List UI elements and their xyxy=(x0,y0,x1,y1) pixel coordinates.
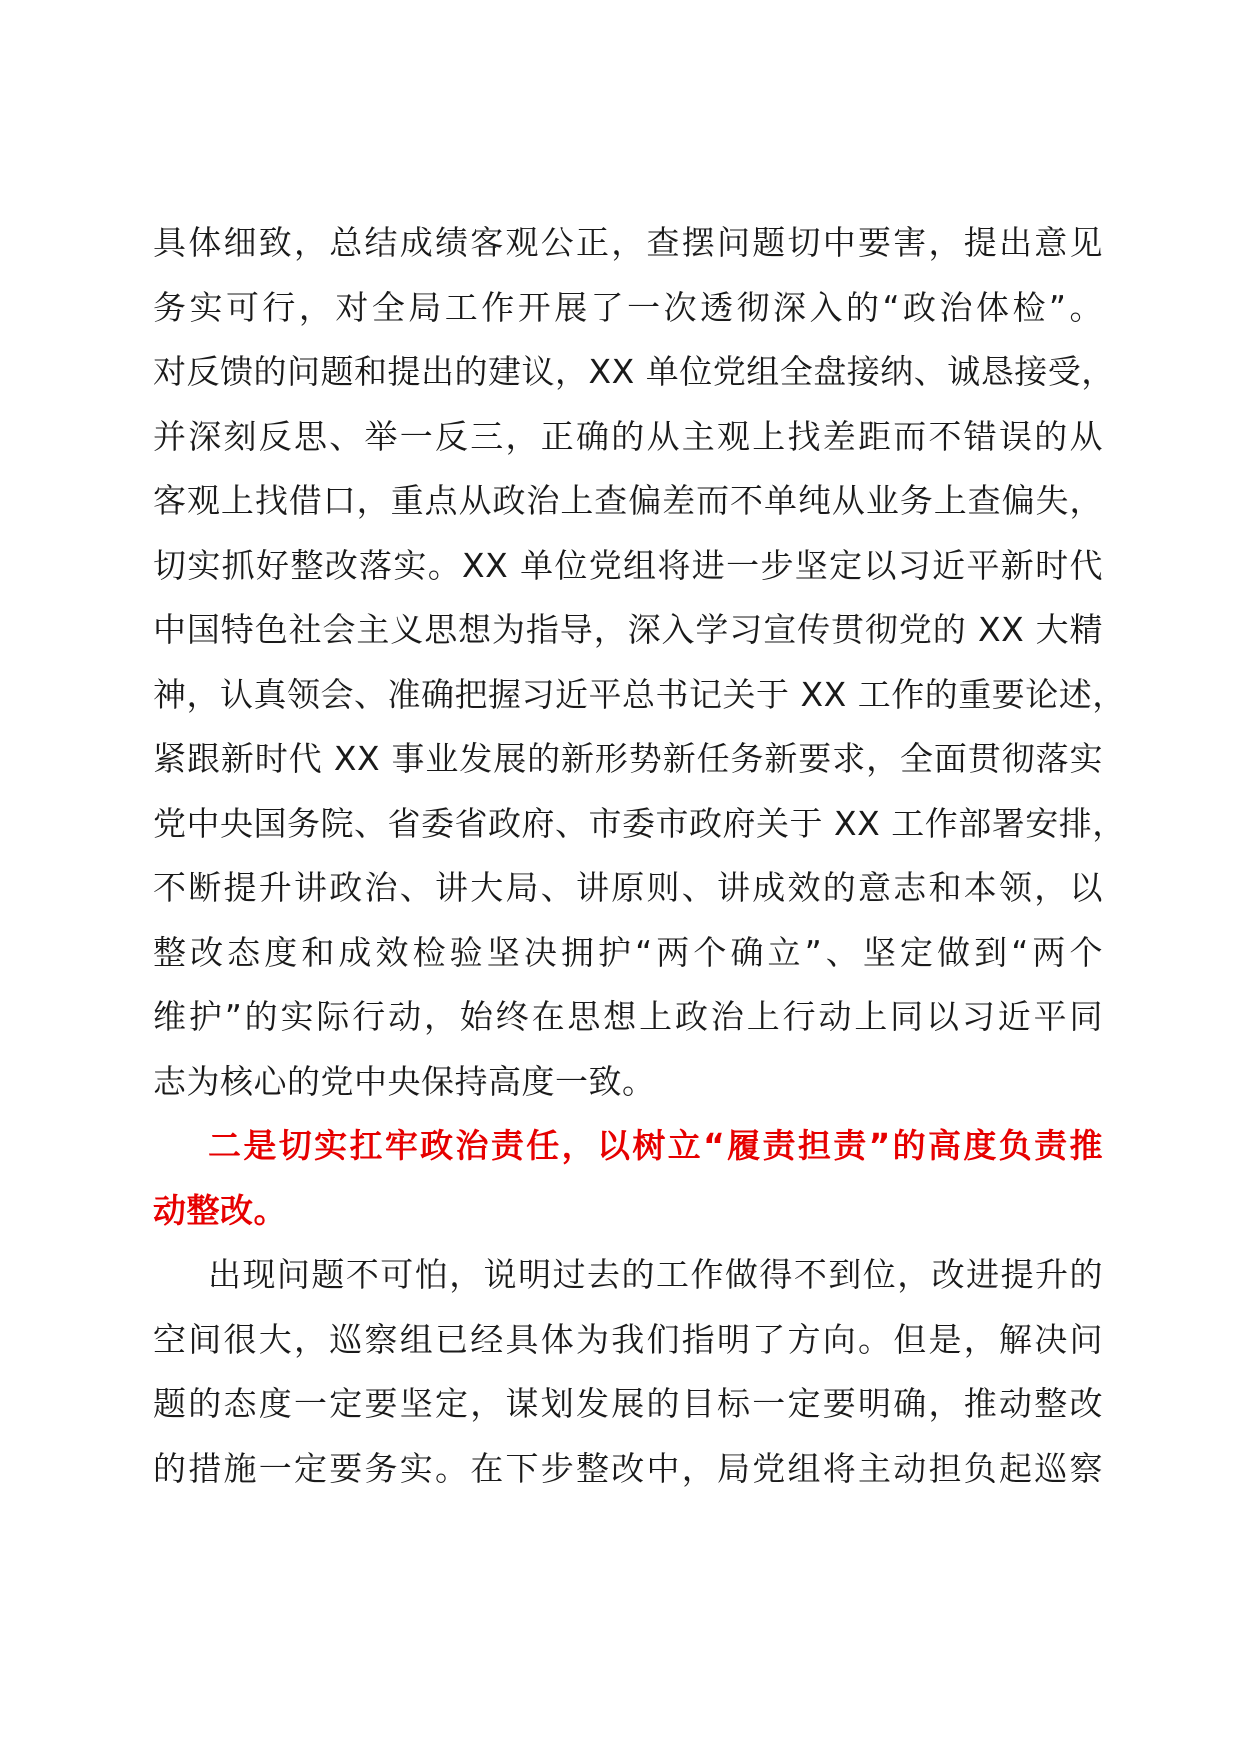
document-body xyxy=(153,211,1126,1501)
text-line: 出现问题不可怕，说明过去的工作做得不到位，改进提升的 xyxy=(208,1255,1103,1294)
text-line: 紧跟新时代 XX 事业发展的新形势新任务新要求，全面贯彻落实 xyxy=(153,739,1103,778)
section-heading xyxy=(153,1114,1103,1243)
heading-line: 动整改。 xyxy=(153,1190,287,1230)
heading-line: 二是切实扛牢政治责任，以树立“履责担责”的高度负责推 xyxy=(208,1126,1103,1165)
text-line: 切实抓好整改落实。XX 单位党组将进一步坚定以习近平新时代 xyxy=(153,545,1103,585)
paragraph-political-checkup xyxy=(153,211,1126,1114)
text-line: 整改态度和成效检验坚决拥护“两个确立”、坚定做到“两个 xyxy=(153,932,1103,972)
text-line: 的措施一定要务实。在下步整改中，局党组将主动担负起巡察 xyxy=(153,1448,1103,1488)
text-line: 神，认真领会、准确把握习近平总书记关于 XX 工作的重要论述， xyxy=(153,674,1126,714)
text-line: 具体细致，总结成绩客观公正，查摆问题切中要害，提出意见 xyxy=(153,223,1103,262)
text-line: 维护”的实际行动，始终在思想上政治上行动上同以习近平同 xyxy=(153,997,1103,1036)
text-line: 题的态度一定要坚定，谋划发展的目标一定要明确，推动整改 xyxy=(153,1384,1103,1423)
text-line: 党中央国务院、省委省政府、市委市政府关于 XX 工作部署安排， xyxy=(153,803,1126,843)
text-line: 空间很大，巡察组已经具体为我们指明了方向。但是，解决问 xyxy=(153,1319,1103,1359)
text-line: 务实可行，对全局工作开展了一次透彻深入的“政治体检”。 xyxy=(153,287,1103,327)
text-line: 志为核心的党中央保持高度一致。 xyxy=(153,1061,656,1101)
text-line: 客观上找借口，重点从政治上查偏差而不单纯从业务上查偏失， xyxy=(153,481,1103,520)
text-line: 并深刻反思、举一反三，正确的从主观上找差距而不错误的从 xyxy=(153,416,1103,456)
text-line: 对反馈的问题和提出的建议，XX 单位党组全盘接纳、诚恳接受， xyxy=(153,352,1115,391)
text-line: 中国特色社会主义思想为指导，深入学习宣传贯彻党的 XX 大精 xyxy=(153,610,1103,649)
paragraph-rectification xyxy=(153,1243,1103,1501)
text-line: 不断提升讲政治、讲大局、讲原则、讲成效的意志和本领，以 xyxy=(153,868,1103,907)
